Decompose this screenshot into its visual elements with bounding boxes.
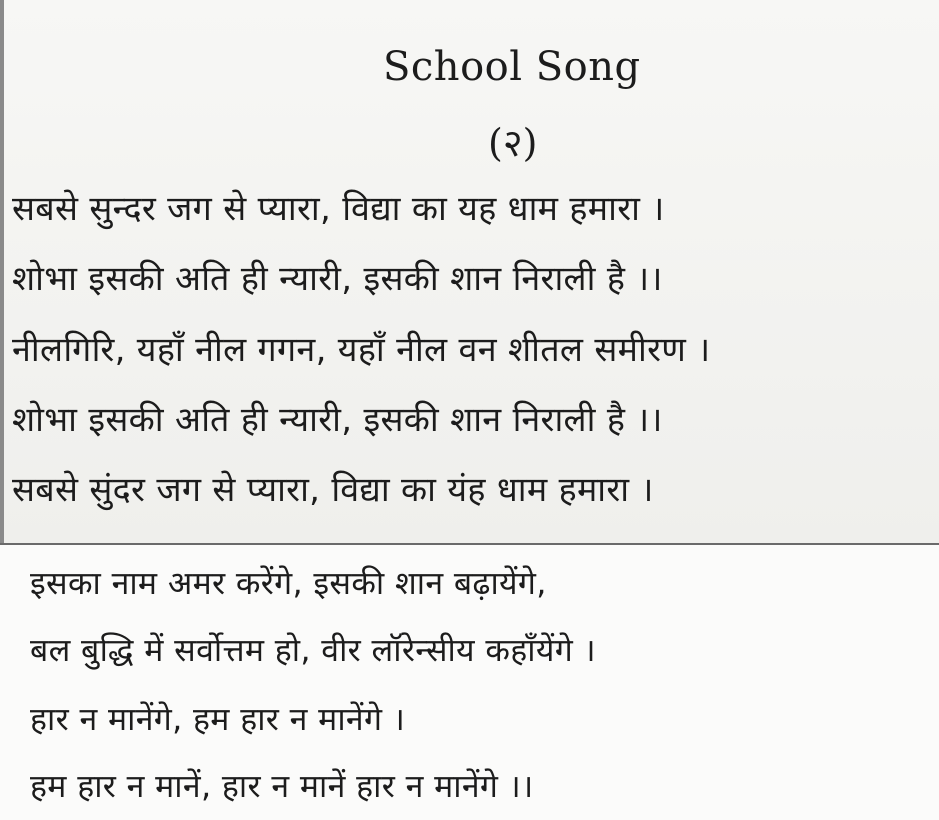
verse-line: शोभा इसकी अति ही न्यारी, इसकी शान निराली है ।।: [12, 259, 663, 299]
song-title: School Song: [383, 44, 641, 90]
paper-left-edge: [0, 0, 4, 545]
verse-line: हार न मानेंगे, हम हार न मानेंगे ।: [30, 700, 406, 738]
verse-line: सबसे सुन्दर जग से प्यारा, विद्या का यह धाम हमारा ।: [12, 189, 665, 229]
verse-line: नीलगिरि, यहाँ नील गगन, यहाँ नील वन शीतल समीरण ।: [12, 330, 711, 370]
verse-line: बल बुद्धि में सर्वोत्तम हो, वीर लॉरेन्सीय कहाँयेंगे ।: [30, 631, 596, 669]
verse-line: इसका नाम अमर करेंगे, इसकी शान बढ़ायेंगे,: [30, 564, 547, 602]
verse-line: सबसे सुंदर जग से प्यारा, विद्या का यंह धाम हमारा ।: [12, 470, 654, 510]
verse-line: शोभा इसकी अति ही न्यारी, इसकी शान निराली है ।।: [12, 400, 663, 440]
verse-line: हम हार न मानें, हार न मानें हार न मानेंगे ।।: [30, 767, 534, 805]
song-number: (२): [488, 121, 538, 165]
